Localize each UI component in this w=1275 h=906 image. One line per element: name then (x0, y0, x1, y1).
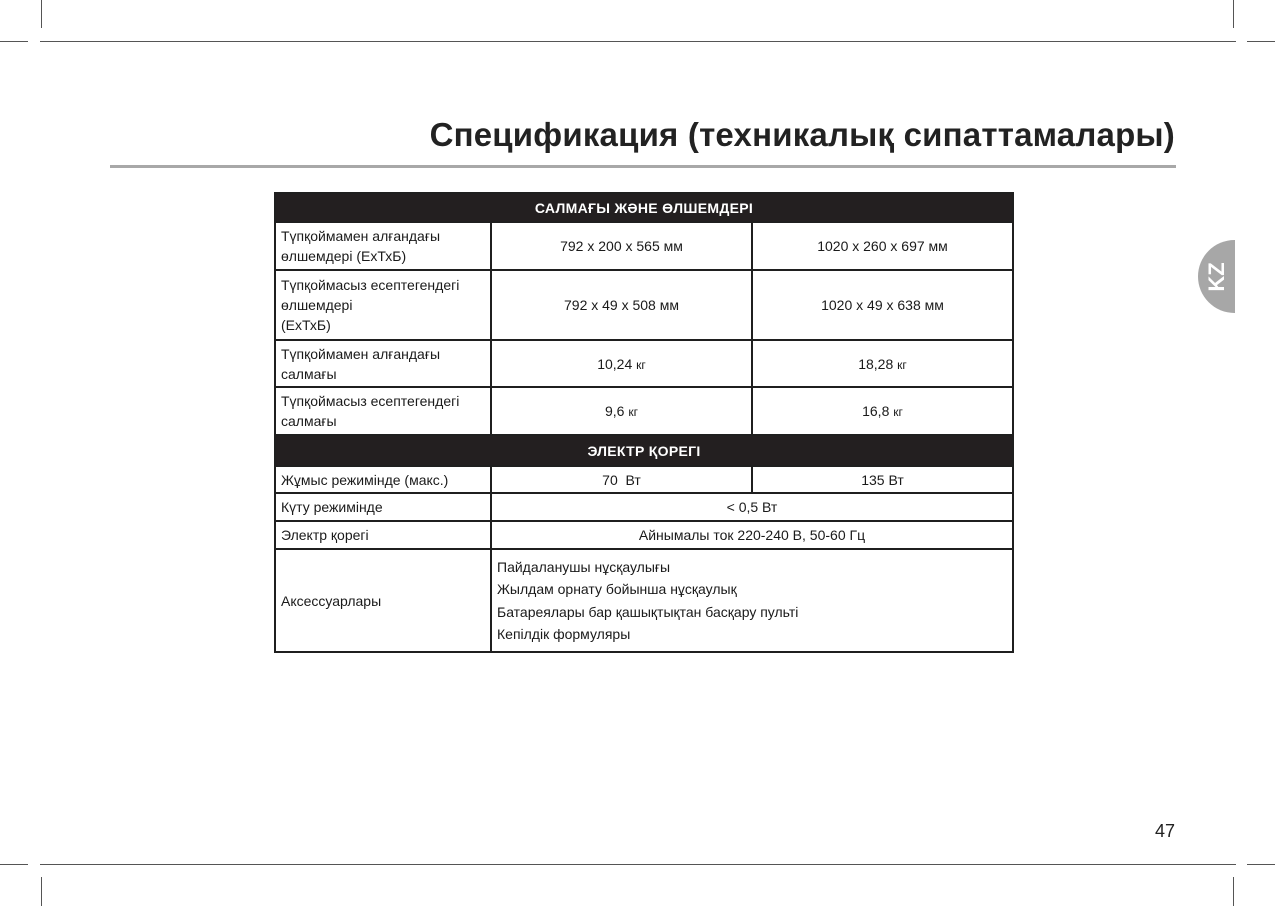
weight-unit: кг (628, 405, 638, 419)
row-value-a: 70 Вт (491, 466, 752, 493)
spec-table (274, 192, 1014, 653)
row-label: Түпқоймасыз есептегендегі салмағы (275, 387, 491, 435)
language-tab (1198, 240, 1235, 313)
crop-line-bottom-right (1247, 864, 1275, 865)
weight-value: 18,28 (858, 355, 894, 372)
row-label: Жұмыс режимінде (макс.) (275, 466, 491, 493)
crop-line-top-right (1247, 41, 1275, 42)
accessories-list (491, 549, 1013, 652)
table-row (275, 493, 1013, 521)
table-row (275, 466, 1013, 493)
title-divider (110, 165, 1176, 168)
row-label-line1: Түпқоймасыз есептегендегі өлшемдері (281, 277, 460, 313)
row-value-a: 792 x 200 x 565 мм (491, 222, 752, 270)
crop-line-top-left (0, 41, 28, 42)
weight-value: 9,6 (605, 403, 625, 419)
list-item: Батареялары бар қашықтықтан басқару пульті (497, 603, 799, 620)
section-header-row (275, 435, 1013, 466)
weight-value: 10,24 (597, 355, 633, 372)
row-value-a (491, 340, 752, 387)
list-item: Пайдаланушы нұсқаулығы (497, 558, 671, 575)
weight-unit: кг (636, 357, 646, 372)
row-value-b: 1020 x 49 x 638 мм (752, 270, 1013, 340)
weight-unit: кг (893, 405, 903, 419)
row-value: < 0,5 Вт (491, 493, 1013, 521)
crop-mark-top-left (41, 0, 42, 28)
row-label: Түпқоймамен алғандағы өлшемдері (ЕхТхБ) (275, 222, 491, 270)
crop-line-top (40, 41, 1236, 42)
page-title: Спецификация (техникалық сипаттамалары) (429, 116, 1175, 153)
row-label: Түпқоймамен алғандағы салмағы (275, 340, 491, 387)
table-row (275, 270, 1013, 340)
language-tab-label: KZ (1203, 261, 1229, 292)
crop-line-bottom (40, 864, 1236, 865)
row-label-line2: (ЕхТхБ) (281, 317, 331, 333)
row-value-a: 792 x 49 x 508 мм (491, 270, 752, 340)
list-item: Жылдам орнату бойынша нұсқаулық (497, 581, 737, 597)
table-row (275, 340, 1013, 387)
row-value-b (752, 340, 1013, 387)
table-row (275, 521, 1013, 549)
page-number: 47 (1155, 821, 1176, 841)
row-value: Айнымалы ток 220-240 В, 50-60 Гц (491, 521, 1013, 549)
crop-line-bottom-left (0, 864, 28, 865)
row-label: Күту режимінде (275, 493, 491, 521)
crop-mark-top-right (1233, 0, 1234, 28)
row-label: Электр қорегі (275, 521, 491, 549)
section-header-row (275, 193, 1013, 222)
row-value-b: 135 Вт (752, 466, 1013, 493)
row-label (275, 270, 491, 340)
section-power: ЭЛЕКТР ҚОРЕГІ (275, 435, 1013, 466)
section-weight-dims: САЛМАҒЫ ЖӘНЕ ӨЛШЕМДЕРІ (275, 193, 1013, 222)
table-row (275, 222, 1013, 270)
table-row (275, 549, 1013, 652)
list-item: Кепілдік формуляры (497, 626, 631, 642)
row-value-b (752, 387, 1013, 435)
crop-mark-bottom-left (41, 877, 42, 906)
weight-unit: кг (897, 357, 907, 372)
row-value-b: 1020 x 260 x 697 мм (752, 222, 1013, 270)
weight-value: 16,8 (862, 403, 890, 419)
table-row (275, 387, 1013, 435)
crop-mark-bottom-right (1233, 877, 1234, 906)
row-value-a (491, 387, 752, 435)
accessories-label: Аксессуарлары (275, 549, 491, 652)
